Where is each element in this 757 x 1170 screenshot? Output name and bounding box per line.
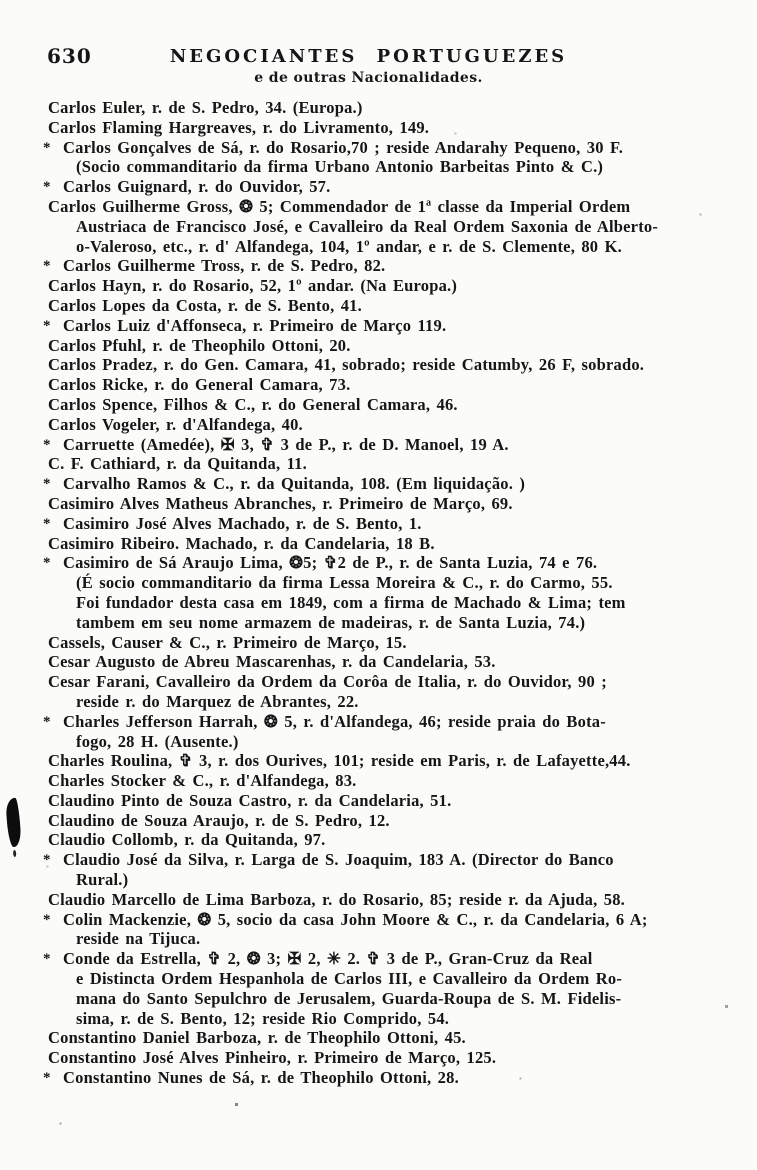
directory-line — [48, 395, 738, 415]
directory-line — [48, 751, 738, 771]
line-text: Charles Roulina, ✞ 3, r. dos Ourives, 101; reside em Paris, r. de Lafayette,44. — [48, 751, 631, 771]
directory-line — [48, 336, 738, 356]
line-text: Carruette (Amedée), ✠ 3, ✞ 3 de P., r. de D. Manoel, 19 A. — [63, 434, 509, 454]
directory-line — [76, 989, 738, 1009]
line-text: Casimiro Alves Matheus Abranches, r. Primeiro de Março, 69. — [48, 493, 513, 513]
line-text: Claudio José da Silva, r. Larga de S. Joaquim, 183 A. (Director do Banco — [63, 850, 614, 870]
entry-marker-asterisk: * — [43, 179, 51, 196]
directory-line — [48, 672, 738, 692]
line-text: Carlos Ricke, r. do General Camara, 73. — [48, 375, 351, 395]
directory-line — [48, 1048, 738, 1068]
directory-line — [48, 454, 738, 474]
directory-line — [48, 811, 738, 831]
directory-line — [76, 593, 738, 613]
page-subtitle: e de outras Nacionalidades. — [254, 70, 483, 86]
directory-line — [76, 613, 738, 633]
directory-line — [76, 692, 738, 712]
line-text: Carlos Hayn, r. do Rosario, 52, 1º andar. (Na Europa.) — [48, 276, 458, 296]
line-text: Claudio Collomb, r. da Quitanda, 97. — [48, 830, 326, 850]
directory-line — [48, 98, 738, 118]
directory-line — [48, 197, 738, 217]
line-text: Carlos Lopes da Costa, r. de S. Bento, 41. — [48, 295, 362, 315]
directory-line — [43, 513, 738, 534]
page-title: NEGOCIANTES PORTUGUEZES — [169, 46, 568, 67]
line-text: Carlos Flaming Hargreaves, r. do Livramento, 149. — [48, 117, 430, 137]
line-text: Constantino Nunes de Sá, r. de Theophilo Ottoni, 28. — [63, 1068, 459, 1088]
line-text: reside r. do Marquez de Abrantes, 22. — [76, 691, 359, 711]
directory-line — [43, 137, 738, 158]
line-text: Carlos Pradez, r. do Gen. Camara, 41, sobrado; reside Catumby, 26 F, sobrado. — [48, 355, 645, 375]
line-text: Conde da Estrella, ✞ 2, ❂ 3; ✠ 2, ✳ 2. ✞ 3 de P., Gran-Cruz da Real — [63, 949, 593, 969]
entry-marker-asterisk: * — [43, 911, 51, 928]
line-text: Claudino de Souza Araujo, r. de S. Pedro, 12. — [48, 810, 390, 830]
directory-line — [48, 415, 738, 435]
line-text: Cesar Farani, Cavalleiro da Ordem da Corôa de Italia, r. do Ouvidor, 90 ; — [48, 672, 607, 692]
directory-line — [48, 534, 738, 554]
directory-line — [43, 315, 738, 336]
directory-line — [48, 375, 738, 395]
directory-line — [48, 1028, 738, 1048]
line-text: Carlos Guilherme Gross, ❂ 5; Commendador de 1ª classe da Imperial Ordem — [48, 196, 631, 216]
directory-line — [48, 890, 738, 910]
entry-marker-asterisk: * — [43, 515, 51, 532]
line-text: sima, r. de S. Bento, 12; reside Rio Comprido, 54. — [76, 1008, 450, 1028]
line-text: Claudio Marcello de Lima Barboza, r. do Rosario, 85; reside r. da Ajuda, 58. — [48, 889, 626, 909]
directory-line — [48, 652, 738, 672]
directory-line — [76, 870, 738, 890]
line-text: (É socio commanditario da firma Lessa Moreira & C., r. do Carmo, 55. — [76, 573, 613, 593]
line-text: (Socio commanditario da firma Urbano Antonio Barbeitas Pinto & C.) — [76, 157, 604, 177]
line-text: fogo, 28 H. (Ausente.) — [76, 731, 239, 751]
directory-line — [76, 1009, 738, 1029]
line-text: Austriaca de Francisco José, e Cavalleiro da Real Ordem Saxonia de Alberto- — [76, 216, 659, 236]
directory-line — [76, 157, 738, 177]
directory-line — [43, 256, 738, 276]
directory-line — [48, 771, 738, 791]
directory-line — [48, 494, 738, 514]
directory-line — [48, 118, 738, 138]
line-text: Carlos Guilherme Tross, r. de S. Pedro, 82. — [63, 256, 386, 276]
scan-specks — [0, 0, 1, 1]
ink-blot-artifact — [5, 798, 21, 848]
entry-marker-asterisk: * — [43, 852, 51, 869]
line-text: Carlos Pfuhl, r. de Theophilo Ottoni, 20. — [48, 335, 351, 355]
entry-marker-asterisk: * — [43, 713, 51, 730]
line-text: Carlos Euler, r. de S. Pedro, 34. (Europa.) — [48, 98, 363, 117]
directory-line — [76, 929, 738, 949]
entry-marker-asterisk: * — [43, 139, 51, 156]
directory-line — [76, 237, 738, 257]
entry-marker-asterisk: * — [43, 1070, 51, 1087]
line-text: Casimiro de Sá Araujo Lima, ❂5; ✞2 de P., r. de Santa Luzia, 74 e 76. — [63, 553, 598, 573]
entry-marker-asterisk: * — [43, 555, 51, 572]
directory-line — [43, 909, 738, 930]
entry-marker-asterisk: * — [43, 951, 51, 968]
line-text: Claudino Pinto de Souza Castro, r. da Candelaria, 51. — [48, 790, 452, 810]
line-text: Cassels, Causer & C., r. Primeiro de Março, 15. — [48, 632, 407, 652]
line-text: mana do Santo Sepulchro de Jerusalem, Guarda-Roupa de S. M. Fidelis- — [76, 988, 622, 1008]
directory-line — [43, 850, 738, 870]
directory-line — [43, 553, 738, 573]
directory-line — [43, 434, 738, 455]
directory-line — [43, 949, 738, 969]
line-text: Charles Jefferson Harrah, ❂ 5, r. d'Alfandega, 46; reside praia do Bota- — [63, 711, 606, 731]
entry-marker-asterisk: * — [43, 476, 51, 493]
entry-marker-asterisk: * — [43, 436, 51, 453]
line-text: Constantino José Alves Pinheiro, r. Primeiro de Março, 125. — [48, 1048, 497, 1068]
directory-line — [43, 711, 738, 732]
line-text: Carlos Guignard, r. do Ouvidor, 57. — [63, 177, 331, 197]
directory-line — [43, 1068, 738, 1088]
directory-line — [48, 791, 738, 811]
line-text: Foi fundador desta casa em 1849, com a firma de Machado & Lima; tem — [76, 592, 626, 612]
line-text: reside na Tijuca. — [76, 929, 201, 949]
header-titles — [0, 46, 737, 86]
directory-line — [48, 276, 738, 296]
line-text: Carlos Vogeler, r. d'Alfandega, 40. — [48, 414, 303, 434]
entry-marker-asterisk: * — [43, 258, 51, 275]
directory-line — [48, 633, 738, 653]
directory-line — [76, 573, 738, 593]
line-text: o-Valeroso, etc., r. d' Alfandega, 104, 1º andar, e r. de S. Clemente, 80 K. — [76, 236, 622, 256]
line-text: Charles Stocker & C., r. d'Alfandega, 83. — [48, 771, 357, 791]
line-text: tambem em seu nome armazem de madeiras, r. de Santa Luzia, 74.) — [76, 612, 586, 632]
line-text: Colin Mackenzie, ❂ 5, socio da casa John Moore & C., r. da Candelaria, 6 A; — [63, 909, 648, 929]
directory-line — [76, 969, 738, 989]
line-text: e Distincta Ordem Hespanhola de Carlos III, e Cavalleiro da Ordem Ro- — [76, 969, 623, 989]
directory-line — [43, 177, 738, 197]
entry-marker-asterisk: * — [43, 317, 51, 334]
line-text: C. F. Cathiard, r. da Quitanda, 11. — [48, 454, 307, 474]
directory-line — [43, 474, 738, 494]
line-text: Casimiro Ribeiro. Machado, r. da Candelaria, 18 B. — [48, 533, 435, 553]
directory-line — [76, 732, 738, 752]
directory-line — [48, 830, 738, 850]
line-text: Carlos Gonçalves de Sá, r. do Rosario,70 ; reside Andarahy Pequeno, 30 F. — [63, 137, 624, 157]
directory-line — [76, 217, 738, 237]
line-text: Casimiro José Alves Machado, r. de S. Bento, 1. — [63, 513, 422, 533]
directory-line — [48, 355, 738, 375]
line-text: Rural.) — [76, 870, 129, 890]
line-text: Cesar Augusto de Abreu Mascarenhas, r. da Candelaria, 53. — [48, 652, 496, 672]
line-text: Carlos Luiz d'Affonseca, r. Primeiro de Março 119. — [63, 315, 447, 335]
line-text: Carlos Spence, Filhos & C., r. do General Camara, 46. — [48, 394, 458, 414]
line-text: Carvalho Ramos & C., r. da Quitanda, 108. (Em liquidação. ) — [63, 474, 526, 494]
line-text: Constantino Daniel Barboza, r. de Theophilo Ottoni, 45. — [48, 1028, 466, 1048]
directory-line — [48, 296, 738, 316]
page-number: 630 — [47, 44, 92, 68]
directory-lines — [43, 98, 738, 1088]
